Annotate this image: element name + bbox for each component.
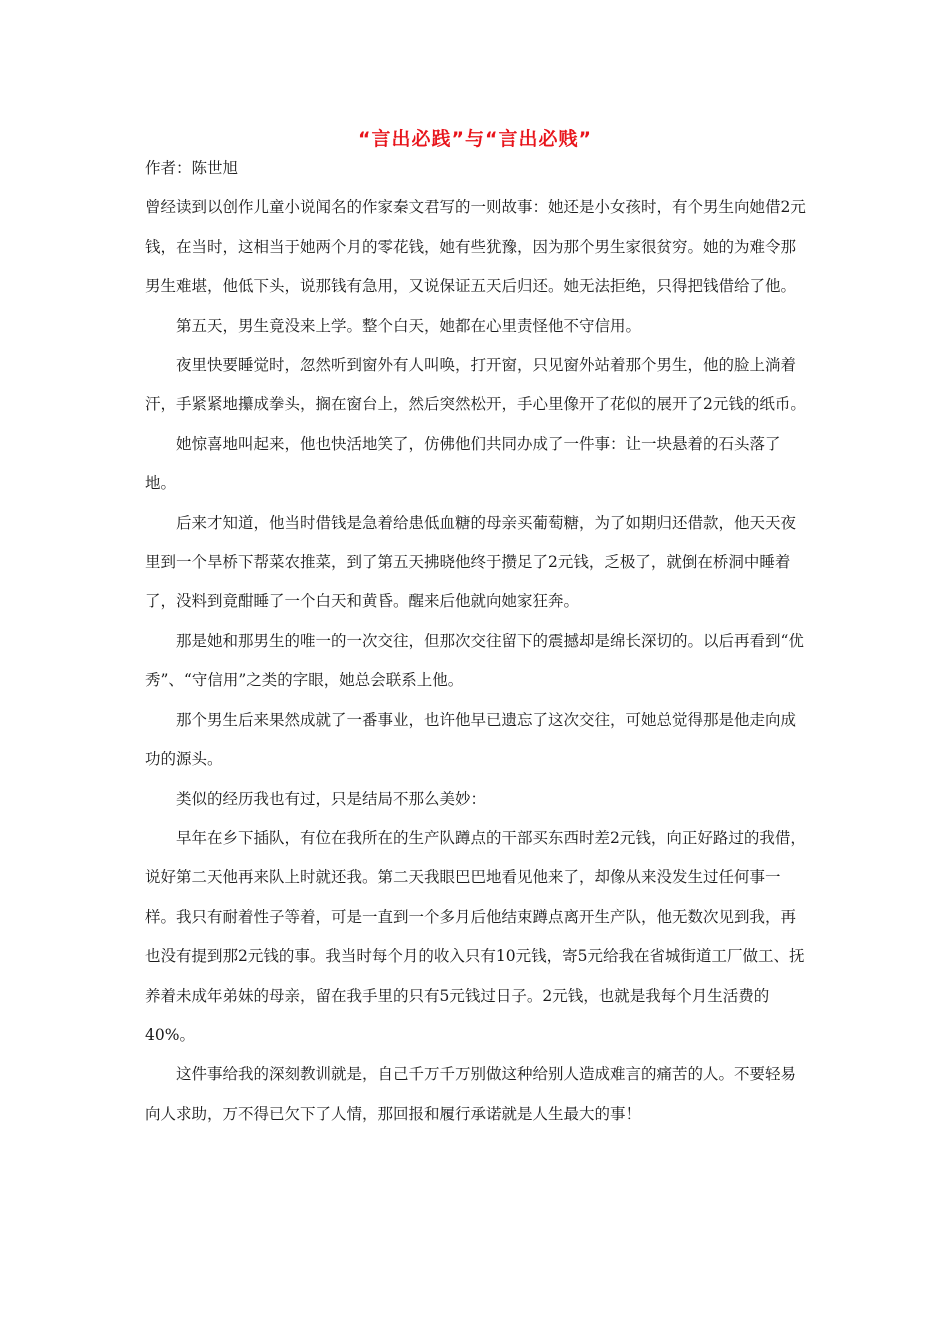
paragraph: 类似的经历我也有过，只是结局不那么美妙：: [176, 789, 487, 808]
article-body: [145, 149, 810, 1134]
author-line: 作者：陈世旭: [145, 159, 239, 177]
paragraph: 早年在乡下插队，有位在我所在的生产队蹲点的干部买东西时差2元钱，向正好路过的我借，说好第二天他再来队上时就还我。第二天我眼巴巴地看见他来了，却像从来没发生过任何事一样。我只有耐着性子等着，可是一直到一个多月后他结束蹲点离开生产队，他无数次见到我，再也没有提到那2元钱的事。我当时每个月的收入只有10元钱，寄5元给我在省城街道工厂做工、抚养着未成年弟妹的母亲，留在我手里的只有5元钱过日子。2元钱，也就是我每个月生活费的40%。: [145, 828, 806, 1044]
paragraph: 那是她和那男生的唯一的一次交往，但那次交往留下的震撼却是绵长深切的。以后再看到“优秀”、“守信用”之类的字眼，她总会联系上他。: [145, 631, 804, 690]
paragraph: 她惊喜地叫起来，他也快活地笑了，仿佛他们共同办成了一件事：让一块悬着的石头落了地。: [145, 434, 781, 493]
paragraph: 第五天，男生竟没来上学。整个白天，她都在心里责怪他不守信用。: [176, 316, 642, 335]
paragraph: 后来才知道，他当时借钱是急着给患低血糖的母亲买葡萄糖，为了如期归还借款，他天天夜里到一个旱桥下帮菜农推菜，到了第五天拂晓他终于攒足了2元钱，乏极了，就倒在桥洞中睡着了，没料到竟酣睡了一个白天和黄昏。醒来后他就向她家狂奔。: [145, 513, 797, 611]
paragraph: 那个男生后来果然成就了一番事业，也许他早已遗忘了这次交往，可她总觉得那是他走向成功的源头。: [145, 710, 797, 769]
paragraph: 曾经读到以创作儿童小说闻名的作家秦文君写的一则故事：她还是小女孩时，有个男生向她借2元钱，在当时，这相当于她两个月的零花钱，她有些犹豫，因为那个男生家很贫穷。她的为难令那男生难堪，他低下头，说那钱有急用，又说保证五天后归还。她无法拒绝，只得把钱借给了他。: [145, 198, 806, 296]
article-title: “言出必践”与“言出必贱”: [358, 128, 592, 150]
paragraph: 这件事给我的深刻教训就是，自己千万千万别做这种给别人造成难言的痛苦的人。不要轻易向人求助，万不得已欠下了人情，那回报和履行承诺就是人生最大的事！: [145, 1065, 797, 1123]
paragraph: 夜里快要睡觉时，忽然听到窗外有人叫唤，打开窗，只见窗外站着那个男生，他的脸上淌着汗，手紧紧地攥成拳头，搁在窗台上，然后突然松开，手心里像开了花似的展开了2元钱的纸币。: [145, 356, 806, 414]
